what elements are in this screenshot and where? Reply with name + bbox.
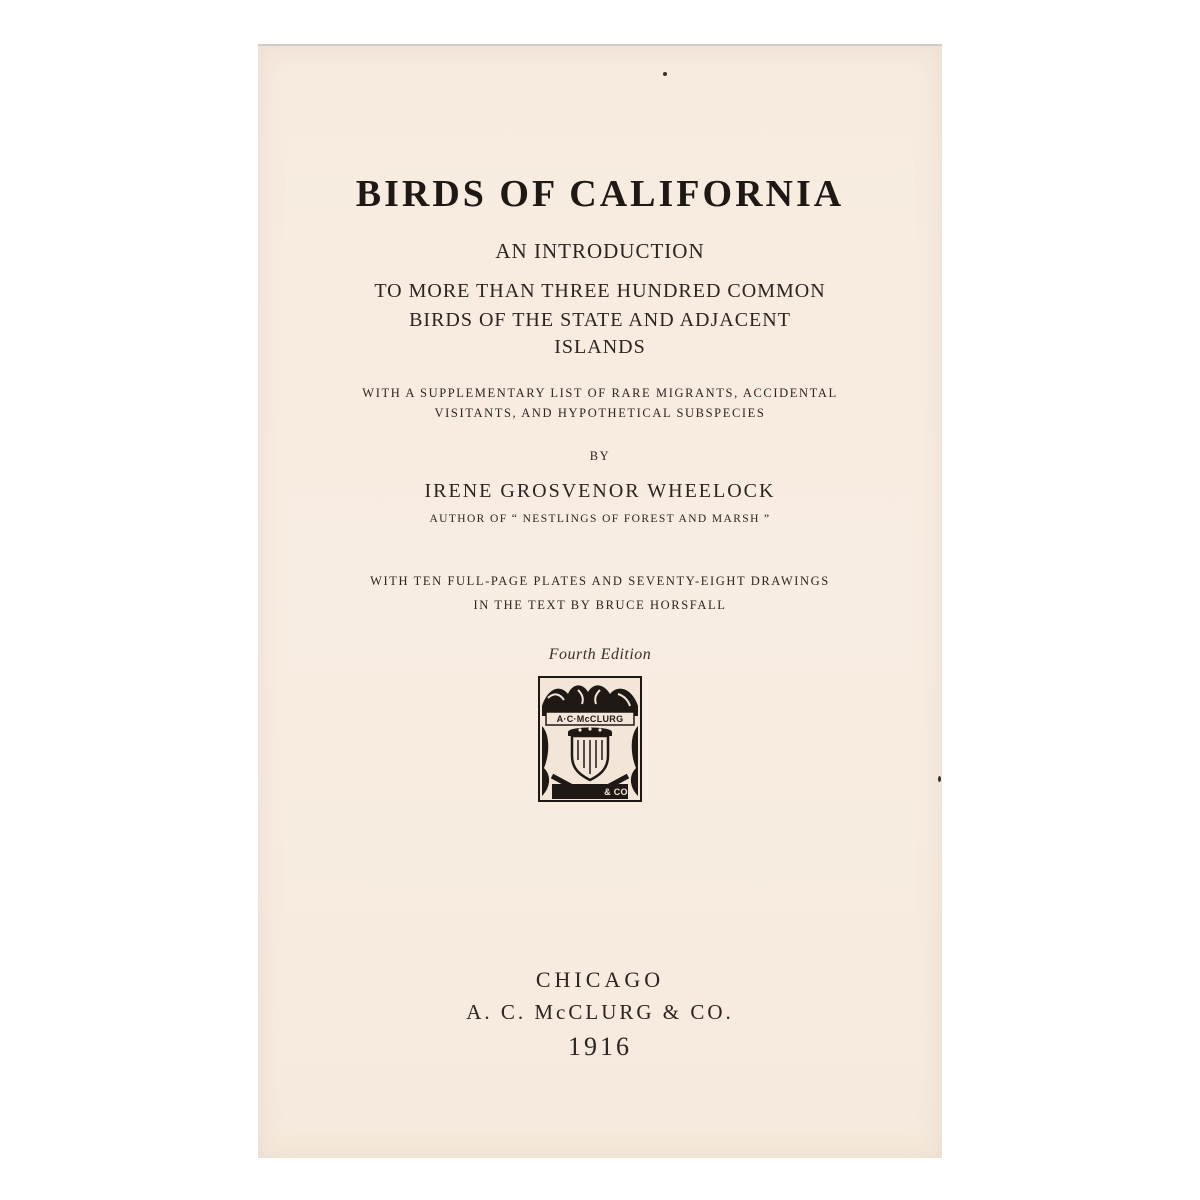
title-page [258,44,942,1158]
publisher-name: A. C. McCLURG & CO. [466,1000,734,1024]
ink-speck [663,72,667,76]
description-line-1: TO MORE THAN THREE HUNDRED COMMON [374,280,826,302]
illustrations-line-2: IN THE TEXT BY BRUCE HORSFALL [473,598,727,612]
edition: Fourth Edition [548,646,652,663]
by-label: BY [589,449,611,463]
acorn-shield-printer-mark-icon [538,676,642,802]
printer-mark-lower: & CO [604,787,628,797]
author-note: AUTHOR OF “ NESTLINGS OF FOREST AND MARSH ” [429,513,771,525]
supplement-line-1: WITH A SUPPLEMENTARY LIST OF RARE MIGRANTS, ACCIDENTAL [362,386,838,400]
illustrations-line-1: WITH TEN FULL-PAGE PLATES AND SEVENTY-EIGHT DRAWINGS [370,574,830,588]
supplement-line-2: VISITANTS, AND HYPOTHETICAL SUBSPECIES [434,406,766,420]
description-line-3: ISLANDS [554,336,646,358]
ink-speck [938,776,941,782]
publisher-city: CHICAGO [535,967,665,992]
book-subtitle: AN INTRODUCTION [495,239,705,263]
book-title: BIRDS OF CALIFORNIA [355,173,845,215]
description-line-2: BIRDS OF THE STATE AND ADJACENT [409,309,791,331]
publication-year: 1916 [568,1032,632,1061]
author-name: IRENE GROSVENOR WHEELOCK [424,480,776,502]
printer-mark-banner: A·C·McCLURG [556,714,624,724]
